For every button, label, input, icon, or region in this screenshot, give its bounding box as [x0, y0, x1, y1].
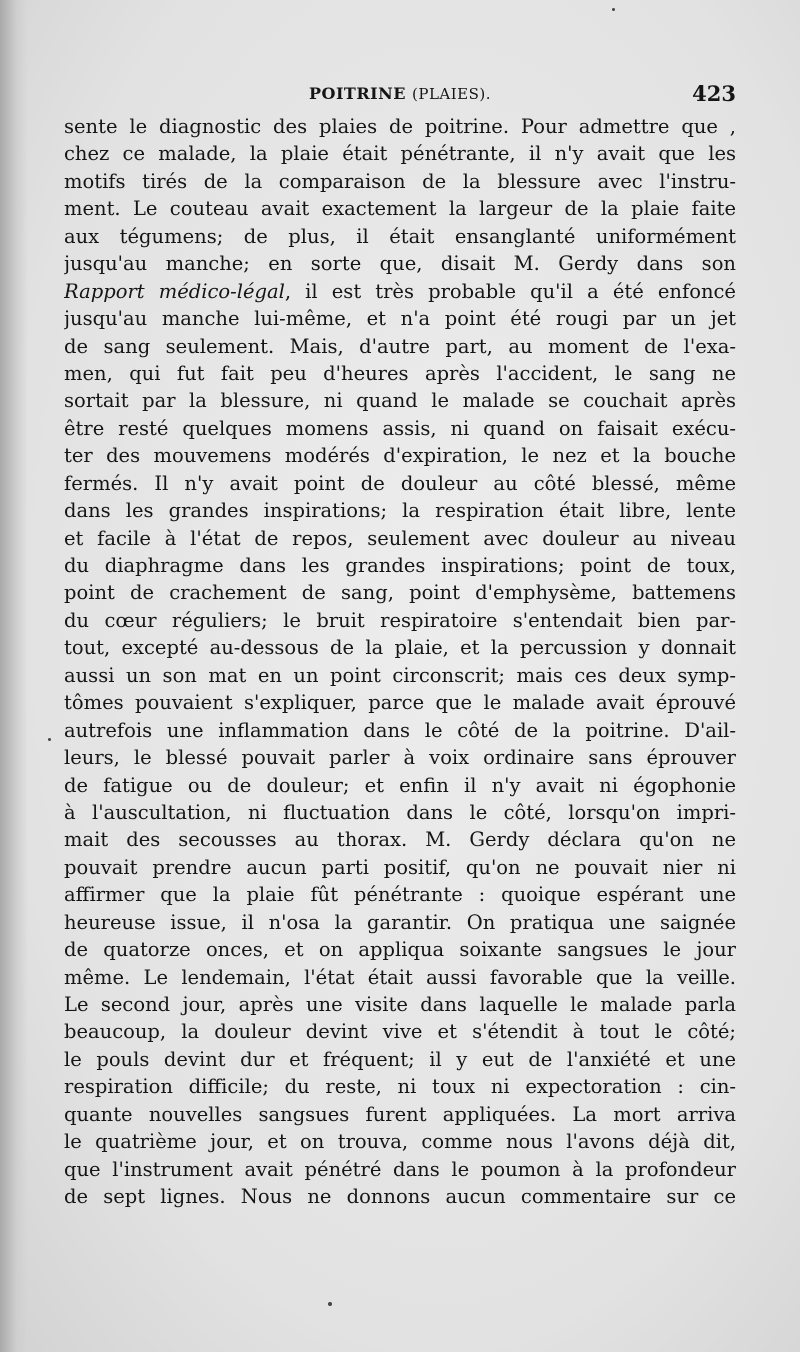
text-line: autrefois une inflammation dans le côté de la poitrine. D'ail- — [64, 718, 736, 742]
text-line: affirmer que la plaie fût pénétrante : quoique espérant une — [64, 883, 736, 907]
text-line: du diaphragme dans les grandes inspirations; point de toux, — [64, 554, 736, 577]
italic-title: Rapport médico-légal — [64, 279, 285, 303]
text-line: pouvait prendre aucun parti positif, qu'on ne pouvait nier ni — [64, 855, 736, 879]
text-line: jusqu'au manche; en sorte que, disait M. Gerdy dans son — [64, 252, 736, 276]
text-line: mait des secousses au thorax. M. Gerdy déclara qu'on ne — [64, 828, 736, 852]
text-line: fermés. Il n'y avait point de douleur au côté blessé, même — [64, 471, 736, 495]
text-line: même. Le lendemain, l'état était aussi favorable que la veille. — [64, 965, 736, 989]
text-line: du cœur réguliers; le bruit respiratoire s'entendait bien par- — [64, 608, 736, 632]
text-line: ter des mouvemens modérés d'expiration, le nez et la bouche — [64, 444, 736, 468]
text-line: respiration difficile; du reste, ni toux ni expectoration : cin- — [64, 1075, 736, 1099]
text-line: tômes pouvaient s'expliquer, parce que le malade avait éprouvé — [64, 691, 736, 715]
text-line: beaucoup, la douleur devint vive et s'étendit à tout le côté; — [64, 1020, 736, 1044]
text-line: heureuse issue, il n'osa la garantir. On pratiqua une saignée — [64, 910, 736, 934]
ink-speck — [612, 8, 615, 11]
text-line: sortait par la blessure, ni quand le malade se couchait après — [64, 389, 736, 413]
text-line: tout, excepté au-dessous de la plaie, et la percussion y donnait — [64, 636, 736, 660]
text-line: le quatrième jour, et on trouva, comme nous l'avons déjà dit, — [64, 1130, 736, 1154]
text-line: de sang seulement. Mais, d'autre part, au moment de l'exa- — [64, 334, 736, 358]
text-line: de fatigue ou de douleur; et enfin il n'y avait ni égophonie — [64, 773, 736, 797]
text-line: motifs tirés de la comparaison de la blessure avec l'instru- — [64, 169, 736, 193]
text-line: Rapport médico-légal, il est très probable qu'il a été enfoncé — [64, 279, 736, 303]
page-gutter-shadow — [0, 0, 28, 1352]
running-title — [64, 84, 736, 103]
text-line: aux tégumens; de plus, il était ensanglanté uniformément — [64, 224, 736, 248]
ink-speck — [328, 1302, 332, 1306]
page-number: 423 — [692, 81, 736, 106]
text-line: quante nouvelles sangsues furent appliquées. La mort arriva — [64, 1102, 736, 1126]
text-line: chez ce malade, la plaie était pénétrante, il n'y avait que les — [64, 142, 736, 166]
text-line: ment. Le couteau avait exactement la largeur de la plaie faite — [64, 197, 736, 221]
text-line: jusqu'au manche lui-même, et n'a point été rougi par un jet — [64, 307, 736, 331]
text-line: le pouls devint dur et fréquent; il y eut de l'anxiété et une — [64, 1047, 736, 1071]
text-line: que l'instrument avait pénétré dans le poumon à la profondeur — [64, 1157, 736, 1181]
text-line: Le second jour, après une visite dans laquelle le malade parla — [64, 993, 736, 1016]
text-line: sente le diagnostic des plaies de poitrine. Pour admettre que , — [64, 115, 736, 138]
text-line: être resté quelques momens assis, ni quand on faisait exécu- — [64, 416, 736, 440]
text-line: de sept lignes. Nous ne donnons aucun commentaire sur ce — [64, 1185, 736, 1209]
running-header — [64, 81, 736, 114]
text-line: leurs, le blessé pouvait parler à voix ordinaire sans éprouver — [64, 746, 736, 770]
text-line: dans les grandes inspirations; la respiration était libre, lente — [64, 499, 736, 523]
body-text — [64, 113, 736, 1211]
text-line: point de crachement de sang, point d'emphysème, battemens — [64, 581, 736, 605]
text-line: à l'auscultation, ni fluctuation dans le côté, lorsqu'on impri- — [64, 800, 736, 824]
text-line: aussi un son mat en un point circonscrit; mais ces deux symp- — [64, 663, 736, 687]
ink-speck — [48, 738, 51, 741]
text-line: men, qui fut fait peu d'heures après l'accident, le sang ne — [64, 361, 736, 385]
running-title-sub: (PLAIES). — [412, 85, 492, 103]
running-title-main: POITRINE — [308, 84, 406, 103]
text-line: et facile à l'état de repos, seulement avec douleur au niveau — [64, 526, 736, 550]
text-line: de quatorze onces, et on appliqua soixante sangsues le jour — [64, 938, 736, 962]
